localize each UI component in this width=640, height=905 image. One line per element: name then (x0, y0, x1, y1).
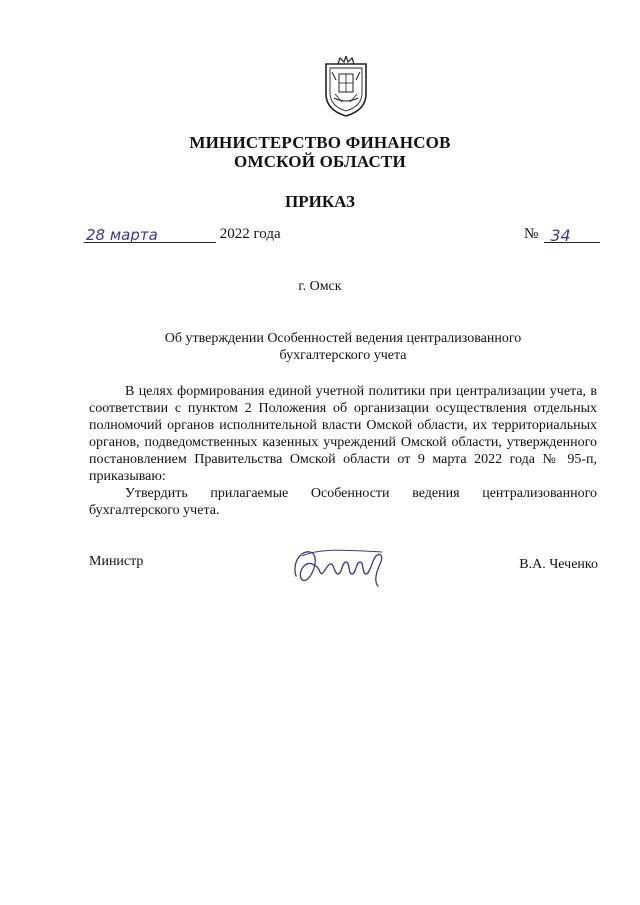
number-handwritten-field (544, 226, 600, 243)
city: г. Омск (298, 279, 342, 294)
body-paragraph-1: В целях формирования единой учетной политики при централизации учета, в соответствии с пунктом 2 Положения об организации осуществления отдельных полномочий органов исполнительной власти Омской области, их территориальных органов, подведомственных казенных учреждений Омской области, утвержденного постановлением Правительства Омской области от 9 марта 2022 года № 95-п, приказываю: (89, 384, 597, 484)
document-subject (150, 330, 536, 364)
number-label: № (524, 226, 539, 242)
body-paragraph-2: Утвердить прилагаемые Особенности ведения централизованного бухгалтерского учета. (89, 486, 597, 518)
organization-line-1: МИНИСТЕРСТВО ФИНАНСОВ (189, 133, 451, 152)
coat-of-arms-icon (320, 56, 372, 118)
document-body (89, 383, 597, 519)
date-handwritten: 28 марта (86, 226, 158, 244)
organization-line-2: ОМСКОЙ ОБЛАСТИ (234, 152, 406, 171)
signatory-name: В.А. Чеченко (519, 557, 598, 572)
subject-line-1: Об утверждении Особенностей ведения централизованного (164, 331, 522, 346)
date-year: 2022 года (219, 226, 281, 242)
number-handwritten: 34 (550, 226, 571, 245)
date-handwritten-field (84, 226, 216, 243)
signatory-role: Министр (89, 554, 144, 569)
number-line (524, 226, 600, 243)
document-type: ПРИКАЗ (285, 192, 355, 211)
handwritten-signature (290, 542, 392, 588)
subject-line-2: бухгалтерского учета (279, 348, 407, 363)
date-line (84, 226, 281, 243)
